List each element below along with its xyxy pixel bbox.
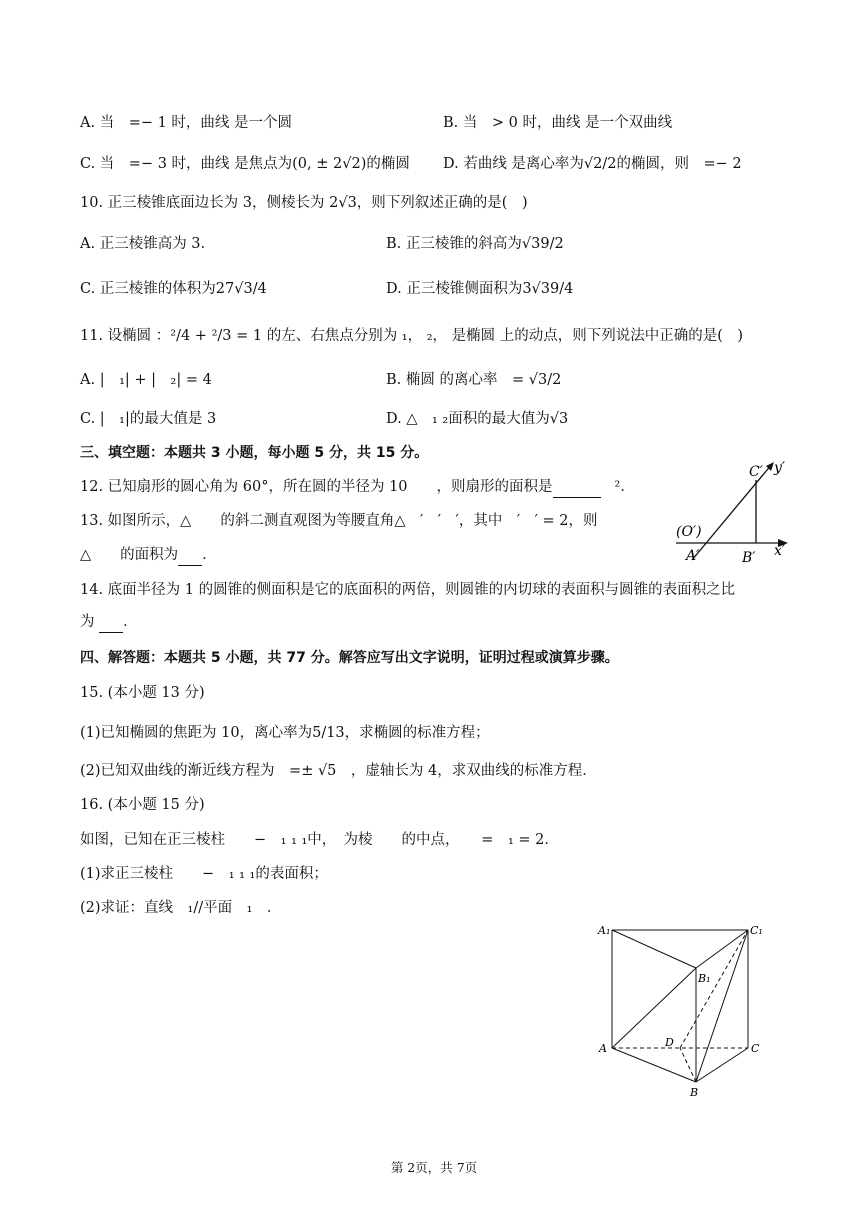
q12: [80, 477, 635, 498]
section4-heading: 四、解答题：本题共 5 小题，共 77 分。解答应写出文字说明，证明过程或演算步骤。: [80, 650, 619, 666]
segment-a-b1: [612, 968, 696, 1048]
q11-option-a: A. | ₁| + | ₂| = 4: [80, 372, 212, 388]
q11-stem: 11. 设椭圆 ：²/4 + ²/3 = 1 的左、右焦点分别为 ₁， ₂， 是椭圆 上的动点，则下列说法中正确的是( ): [80, 328, 744, 344]
edge-b1-c1: [696, 930, 748, 968]
label-y-prime: y′: [774, 460, 786, 476]
q13-answer-blank[interactable]: [178, 545, 202, 566]
q13-line2: [80, 545, 217, 566]
triangular-prism-figure: [592, 918, 770, 1100]
label-c-prime: C′: [749, 464, 763, 480]
q12-text: 12. 已知扇形的圆心角为 60°，所在圆的半径为 10 ，则扇形的面积是: [80, 479, 553, 495]
label-x-prime: x′: [774, 543, 786, 559]
q14-answer-blank[interactable]: [99, 612, 123, 633]
q10-stem: 10. 正三棱锥底面边长为 3，侧棱长为 2√3，则下列叙述正确的是( ): [80, 195, 528, 211]
q14-line2: [80, 612, 138, 633]
q9-option-a: A. 当 =− 1 时，曲线 是一个圆: [80, 115, 293, 131]
label-b: B: [690, 1086, 699, 1099]
q9-option-b: B. 当 > 0 时，曲线 是一个双曲线: [443, 115, 673, 131]
q15-part2: (2)已知双曲线的渐近线方程为 =± √5 ，虚轴长为 4，求双曲线的标准方程．: [80, 763, 597, 779]
q15-part1: (1)已知椭圆的焦距为 10，离心率为5/13，求椭圆的标准方程；: [80, 725, 490, 741]
label-o-prime: (O′): [676, 524, 702, 540]
q10-option-d: D. 正三棱锥侧面积为3√39/4: [386, 281, 574, 297]
label-d: D: [665, 1036, 674, 1049]
q16-part1: (1)求正三棱柱 − ₁ ₁ ₁的表面积；: [80, 866, 328, 882]
q13-line1: 13. 如图所示，△ 的斜二测直观图为等腰直角△ ′ ′ ′，其中 ′ ′ = 2，则: [80, 513, 598, 529]
q14-text: 为: [80, 614, 95, 630]
q16-stem: 如图，已知在正三棱柱 − ₁ ₁ ₁中， 为棱 的中点， = ₁ = 2．: [80, 832, 559, 848]
label-c1: C₁: [750, 924, 763, 937]
q11-option-b: B. 椭圆 的离心率 = √3/2: [386, 372, 562, 388]
q12-answer-blank[interactable]: [553, 477, 601, 498]
label-a1: A₁: [598, 924, 611, 937]
q14-end: ．: [123, 614, 138, 630]
segment-b-c1: [696, 930, 748, 1082]
edge-a1-b1: [612, 930, 696, 968]
label-b-prime: B′: [742, 550, 756, 566]
label-c: C: [751, 1042, 760, 1055]
label-b1: B₁: [698, 972, 711, 985]
q10-option-c: C. 正三棱锥的体积为27√3/4: [80, 281, 267, 297]
q10-option-b: B. 正三棱锥的斜高为√39/2: [386, 236, 564, 252]
page-footer: 第 2页，共 7页: [390, 1160, 478, 1175]
q11-option-d: D. △ ₁ ₂面积的最大值为√3: [386, 411, 569, 427]
section3-heading: 三、填空题：本题共 3 小题，每小题 5 分，共 15 分。: [80, 445, 429, 461]
label-a-prime: A′: [686, 548, 700, 564]
q16-part2: (2)求证：直线 ₁//平面 ₁ ．: [80, 900, 282, 916]
q15-heading: 15. (本小题 13 分): [80, 685, 205, 701]
q16-heading: 16. (本小题 15 分): [80, 797, 205, 813]
q10-option-a: A. 正三棱锥高为 3.: [80, 236, 206, 252]
edge-b-c: [696, 1048, 748, 1082]
q14-line1: 14. 底面半径为 1 的圆锥的侧面积是它的底面积的两倍，则圆锥的内切球的表面积与圆锥的表面积之比: [80, 582, 736, 598]
label-a: A: [599, 1042, 607, 1055]
q9-option-d: D. 若曲线 是离心率为√2/2的椭圆，则 =− 2: [443, 156, 742, 172]
oblique-projection-figure: [668, 456, 798, 568]
q13-end: ．: [202, 547, 217, 563]
q12-unit: ²．: [614, 479, 635, 495]
edge-a-b: [612, 1048, 696, 1082]
q11-option-c: C. | ₁|的最大值是 3: [80, 411, 217, 427]
q13-text: △ 的面积为: [80, 547, 179, 563]
q9-option-c: C. 当 =− 3 时，曲线 是焦点为(0, ± 2√2)的椭圆: [80, 156, 410, 172]
